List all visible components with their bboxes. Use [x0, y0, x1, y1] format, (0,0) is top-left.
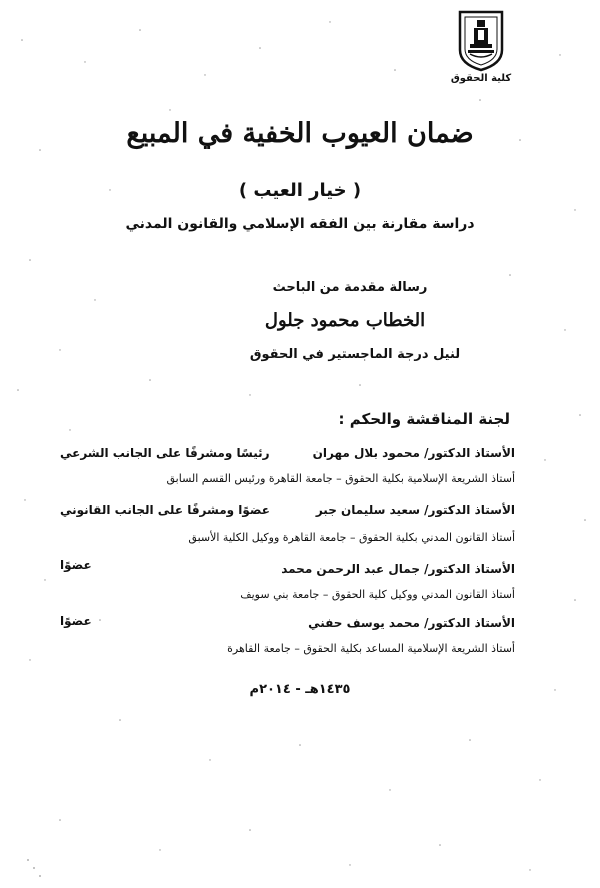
thesis-title: ضمان العيوب الخفية في المبيع — [126, 118, 474, 149]
study-description: دراسة مقارنة بين الفقه الإسلامي والقانون المدني — [125, 216, 475, 232]
member-role: عضوًا — [60, 614, 92, 628]
author-name: الخطاب محمود جلول — [264, 310, 426, 331]
member-description: أستاذ القانون المدني ووكيل كلية الحقوق – جامعة بني سويف — [240, 588, 515, 601]
university-emblem-icon — [456, 10, 506, 72]
member-role: رئيسًا ومشرفًا على الجانب الشرعي — [60, 446, 270, 460]
faculty-name: كلية الحقوق — [450, 73, 512, 84]
member-name: الأستاذ الدكتور/ جمال عبد الرحمن محمد — [281, 562, 515, 576]
committee-heading: لجنة المناقشة والحكم : — [338, 410, 510, 428]
member-role: عضوًا — [60, 558, 92, 572]
member-name: الأستاذ الدكتور/ محمود بلال مهران — [312, 446, 515, 460]
thesis-subtitle: ( خيار العيب ) — [238, 180, 362, 201]
university-logo — [446, 10, 516, 84]
member-name: الأستاذ الدكتور/ سعيد سليمان جبر — [315, 503, 515, 517]
member-name: الأستاذ الدكتور/ محمد يوسف حفني — [308, 616, 515, 630]
member-description: أستاذ الشريعة الإسلامية المساعد بكلية الحقوق – جامعة القاهرة — [227, 642, 515, 655]
member-description: أستاذ الشريعة الإسلامية بكلية الحقوق – جامعة القاهرة ورئيس القسم السابق — [166, 472, 515, 485]
presented-by: رسالة مقدمة من الباحث — [272, 280, 428, 295]
member-description: أستاذ القانون المدني بكلية الحقوق – جامعة القاهرة ووكيل الكلية الأسبق — [188, 531, 515, 544]
date-line: ١٤٣٥هـ - ٢٠١٤م — [249, 682, 351, 697]
degree-line: لنيل درجة الماجستير في الحقوق — [249, 347, 461, 362]
member-role: عضوًا ومشرفًا على الجانب القانوني — [60, 503, 270, 517]
